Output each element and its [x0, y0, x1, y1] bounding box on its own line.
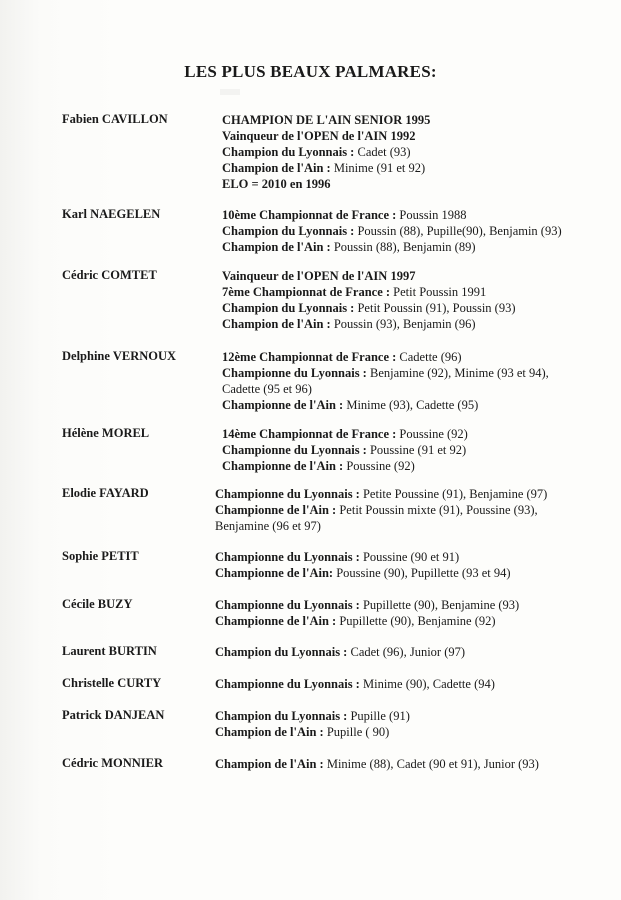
achievement-detail: Cadet (96), Junior (97) — [350, 645, 466, 659]
achievement-line — [215, 708, 575, 724]
achievement-detail: Pupille ( 90) — [326, 725, 390, 739]
achievement-detail: Petite Poussine (91), Benjamine (97) — [362, 487, 548, 501]
achievement-title: Championne de l'Ain : — [222, 398, 347, 412]
achievement-line — [222, 160, 582, 176]
player-name: Elodie FAYARD — [62, 486, 149, 500]
achievements — [222, 426, 582, 474]
player-name: Karl NAEGELEN — [62, 207, 161, 221]
player-name: Patrick DANJEAN — [62, 708, 165, 722]
achievement-detail: Minime (93), Cadette (95) — [346, 398, 479, 412]
achievement-title: 10ème Championnat de France : — [222, 208, 400, 222]
achievement-title: Championne de l'Ain: — [215, 566, 337, 580]
achievement-title: Championne de l'Ain : — [215, 614, 340, 628]
achievement-line — [222, 144, 582, 160]
achievement-detail: Benjamine (96 et 97) — [215, 519, 321, 533]
achievement-title: 7ème Championnat de France : — [222, 285, 394, 299]
player-name: Fabien CAVILLON — [62, 112, 168, 126]
show-through-artwork: ▬ — [220, 78, 240, 100]
achievement-title: ELO = 2010 en 1996 — [222, 177, 331, 191]
achievement-line — [222, 268, 582, 284]
achievement-detail: Petit Poussin (91), Poussin (93) — [357, 301, 516, 315]
achievement-detail: Petit Poussin 1991 — [393, 285, 487, 299]
achievement-title: Vainqueur de l'OPEN de l'AIN 1992 — [222, 129, 416, 143]
achievements — [215, 597, 575, 629]
achievement-detail: Poussine (90), Pupillette (93 et 94) — [336, 566, 511, 580]
achievement-title: 14ème Championnat de France : — [222, 427, 400, 441]
achievement-line — [222, 112, 582, 128]
achievement-line — [222, 128, 582, 144]
achievement-title: Champion du Lyonnais : — [215, 645, 351, 659]
player-name: Delphine VERNOUX — [62, 349, 177, 363]
achievement-line — [222, 207, 582, 223]
achievements — [215, 644, 575, 660]
achievement-line — [222, 442, 582, 458]
player-name: Cécile BUZY — [62, 597, 133, 611]
player-name: Hélène MOREL — [62, 426, 150, 440]
achievement-line — [215, 565, 575, 581]
achievement-detail: Pupillette (90), Benjamine (92) — [339, 614, 496, 628]
achievement-detail: Cadet (93) — [357, 145, 411, 159]
achievement-line — [215, 644, 575, 660]
achievement-title: 12ème Championnat de France : — [222, 350, 400, 364]
achievement-detail: Poussin 1988 — [399, 208, 467, 222]
achievement-detail: Poussin (93), Benjamin (96) — [333, 317, 476, 331]
achievement-line — [222, 458, 582, 474]
achievement-line — [215, 502, 575, 518]
achievement-line — [215, 756, 575, 772]
achievement-title: Vainqueur de l'OPEN de l'AIN 1997 — [222, 269, 416, 283]
achievement-line — [222, 239, 582, 255]
player-name: Sophie PETIT — [62, 549, 139, 563]
player-name: Cédric MONNIER — [62, 756, 164, 770]
achievement-title: Champion du Lyonnais : — [222, 224, 358, 238]
achievement-title: Championne de l'Ain : — [222, 459, 347, 473]
achievements — [222, 349, 582, 413]
achievement-title: Championne du Lyonnais : — [215, 550, 363, 564]
achievement-detail: Pupille (91) — [350, 709, 410, 723]
achievement-detail: Minime (88), Cadet (90 et 91), Junior (93) — [326, 757, 539, 771]
achievement-detail: Pupillette (90), Benjamine (93) — [362, 598, 520, 612]
achievements — [222, 268, 582, 332]
achievement-line — [222, 300, 582, 316]
achievements — [222, 112, 582, 192]
achievement-line — [215, 486, 575, 502]
achievements — [215, 486, 575, 534]
player-name: Christelle CURTY — [62, 676, 162, 690]
achievement-title: Champion de l'Ain : — [222, 240, 334, 254]
achievement-detail: Benjamine (92), Minime (93 et 94), — [369, 366, 549, 380]
player-name: Laurent BURTIN — [62, 644, 157, 658]
page-title: LES PLUS BEAUX PALMARES: — [184, 62, 437, 81]
achievement-title: Championne du Lyonnais : — [222, 366, 370, 380]
achievement-line — [222, 316, 582, 332]
achievement-detail: Petit Poussin mixte (91), Poussine (93), — [339, 503, 538, 517]
achievement-title: Championne du Lyonnais : — [215, 677, 363, 691]
achievement-detail: Poussine (90 et 91) — [362, 550, 460, 564]
achievement-line — [215, 518, 575, 534]
achievement-line — [222, 397, 582, 413]
achievement-line — [222, 284, 582, 300]
achievements — [215, 708, 575, 740]
achievement-line — [215, 597, 575, 613]
achievement-line — [222, 349, 582, 365]
achievement-detail: Cadette (95 et 96) — [222, 382, 312, 396]
achievement-detail: Poussine (92) — [346, 459, 415, 473]
achievements — [222, 207, 582, 255]
achievement-detail: Poussin (88), Pupille(90), Benjamin (93) — [357, 224, 562, 238]
achievement-title: Championne de l'Ain : — [215, 503, 340, 517]
achievement-detail: Cadette (96) — [399, 350, 462, 364]
achievement-detail: Poussine (91 et 92) — [369, 443, 467, 457]
achievement-line — [215, 676, 575, 692]
achievements — [215, 549, 575, 581]
achievement-line — [222, 223, 582, 239]
achievement-line — [215, 613, 575, 629]
achievement-detail: Poussine (92) — [399, 427, 468, 441]
achievement-title: Championne du Lyonnais : — [215, 598, 363, 612]
achievement-title: Championne du Lyonnais : — [215, 487, 363, 501]
achievements — [215, 676, 575, 692]
achievement-title: Champion du Lyonnais : — [222, 301, 358, 315]
achievement-detail: Minime (90), Cadette (94) — [362, 677, 495, 691]
achievement-title: Champion de l'Ain : — [222, 161, 334, 175]
achievement-title: Champion du Lyonnais : — [215, 709, 351, 723]
achievement-title: Champion de l'Ain : — [222, 317, 334, 331]
achievement-detail: Poussin (88), Benjamin (89) — [333, 240, 476, 254]
achievement-line — [222, 426, 582, 442]
achievement-title: Champion du Lyonnais : — [222, 145, 358, 159]
achievement-line — [222, 176, 582, 192]
achievement-title: Champion de l'Ain : — [215, 757, 327, 771]
achievement-title: Champion de l'Ain : — [215, 725, 327, 739]
achievement-line — [222, 365, 582, 381]
player-name: Cédric COMTET — [62, 268, 157, 282]
achievement-title: Championne du Lyonnais : — [222, 443, 370, 457]
achievement-line — [222, 381, 582, 397]
achievement-line — [215, 549, 575, 565]
achievement-line — [215, 724, 575, 740]
achievement-detail: Minime (91 et 92) — [333, 161, 426, 175]
achievements — [215, 756, 575, 772]
achievement-title: CHAMPION DE L'AIN SENIOR 1995 — [222, 113, 431, 127]
